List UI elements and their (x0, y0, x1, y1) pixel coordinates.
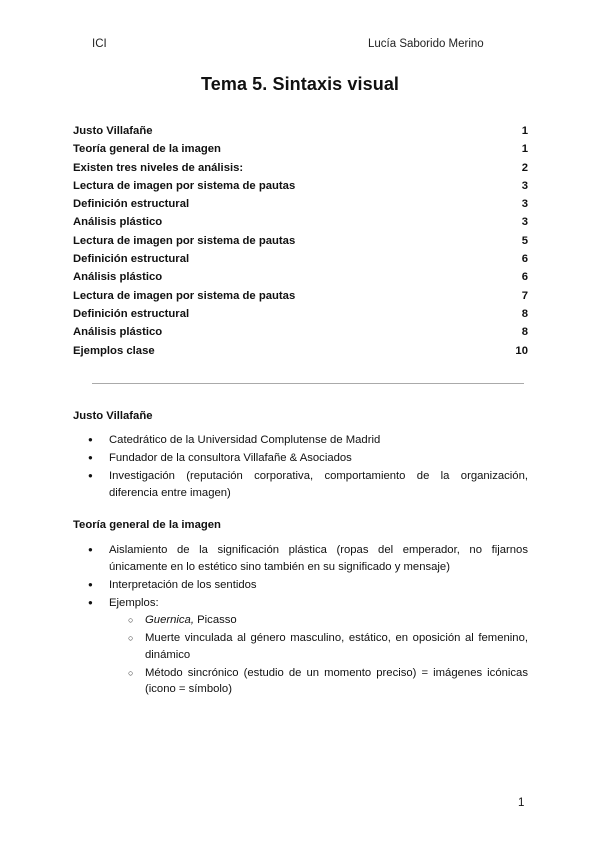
toc-label: Lectura de imagen por sistema de pautas (73, 234, 296, 247)
header-left: ICI (92, 38, 107, 50)
list-item-examples (73, 595, 528, 698)
toc-entry[interactable] (73, 213, 528, 231)
toc-page: 3 (521, 179, 528, 192)
toc-page: 1 (521, 125, 528, 137)
toc-entry[interactable] (73, 232, 528, 250)
toc-entry[interactable] (73, 323, 528, 341)
section-teoria-general (73, 517, 528, 698)
toc-entry[interactable] (73, 159, 528, 177)
toc-label: Definición estructural (73, 253, 190, 266)
bullet-list (73, 432, 528, 501)
toc-entry[interactable] (73, 305, 528, 323)
toc-page: 2 (521, 161, 528, 174)
toc-label: Análisis plástico (73, 271, 163, 284)
section-justo-villafane (73, 408, 528, 501)
list-item: ● Interpretación de los sentidos (73, 577, 528, 594)
page-number: 1 (518, 797, 525, 809)
list-item-label: Ejemplos: (109, 596, 159, 609)
toc-entry[interactable] (73, 268, 528, 286)
list-item: ● Catedrático de la Universidad Complutense de Madrid (73, 432, 528, 449)
sub-bullet-list (109, 612, 528, 698)
toc-entry[interactable] (73, 195, 528, 213)
list-item: ● Aislamiento de la significación plástica (ropas del emperador, no fijarnos únicamente en lo estético sino también en su significado y mensaje) (73, 542, 528, 575)
artist-name: Picasso (193, 614, 237, 626)
toc-page: 10 (515, 344, 528, 357)
toc-entry[interactable] (73, 140, 528, 158)
toc-label: Análisis plástico (73, 326, 163, 339)
toc-label: Análisis plástico (73, 216, 163, 229)
section-heading: Teoría general de la imagen (73, 519, 221, 531)
toc-entry[interactable] (73, 342, 528, 360)
toc-page: 8 (521, 326, 528, 339)
toc-page: 1 (521, 143, 528, 156)
page-title: Tema 5. Sintaxis visual (200, 74, 400, 94)
list-item: ● Fundador de la consultora Villafañe & Asociados (73, 450, 528, 467)
toc-page: 5 (521, 234, 528, 247)
toc-page: 3 (521, 216, 528, 229)
toc-page: 7 (521, 289, 528, 302)
toc-label: Definición estructural (73, 198, 190, 211)
toc-page: 6 (521, 253, 528, 266)
sub-list-item (109, 612, 528, 629)
section-heading: Justo Villafañe (73, 410, 153, 422)
bullet-list (73, 542, 528, 698)
toc-entry[interactable] (73, 177, 528, 195)
toc-label: Lectura de imagen por sistema de pautas (73, 289, 296, 302)
toc-label: Existen tres niveles de análisis: (73, 161, 244, 174)
toc-label: Definición estructural (73, 307, 190, 320)
sub-list-item: ○ Muerte vinculada al género masculino, estático, en oposición al femenino, dinámico (109, 630, 528, 663)
toc-label: Teoría general de la imagen (73, 143, 221, 156)
toc-page: 6 (521, 271, 528, 284)
toc-page: 3 (521, 198, 528, 211)
toc-label: Ejemplos clase (73, 344, 155, 357)
header-author: Lucía Saborido Merino (368, 38, 484, 50)
toc-label: Lectura de imagen por sistema de pautas (73, 179, 296, 192)
artwork-title: Guernica, (145, 614, 194, 626)
toc-entry[interactable] (73, 122, 528, 140)
toc-label: Justo Villafañe (73, 125, 153, 137)
toc-entry[interactable] (73, 250, 528, 268)
list-item: ● Investigación (reputación corporativa, comportamiento de la organización, diferencia entre imagen) (73, 468, 528, 501)
sub-list-item: ○ Método sincrónico (estudio de un momento preciso) = imágenes icónicas (icono = símbolo) (109, 665, 528, 698)
table-of-contents (73, 122, 528, 360)
toc-entry[interactable] (73, 287, 528, 305)
toc-page: 8 (521, 307, 528, 320)
document-body (73, 408, 528, 712)
horizontal-divider (92, 383, 524, 384)
